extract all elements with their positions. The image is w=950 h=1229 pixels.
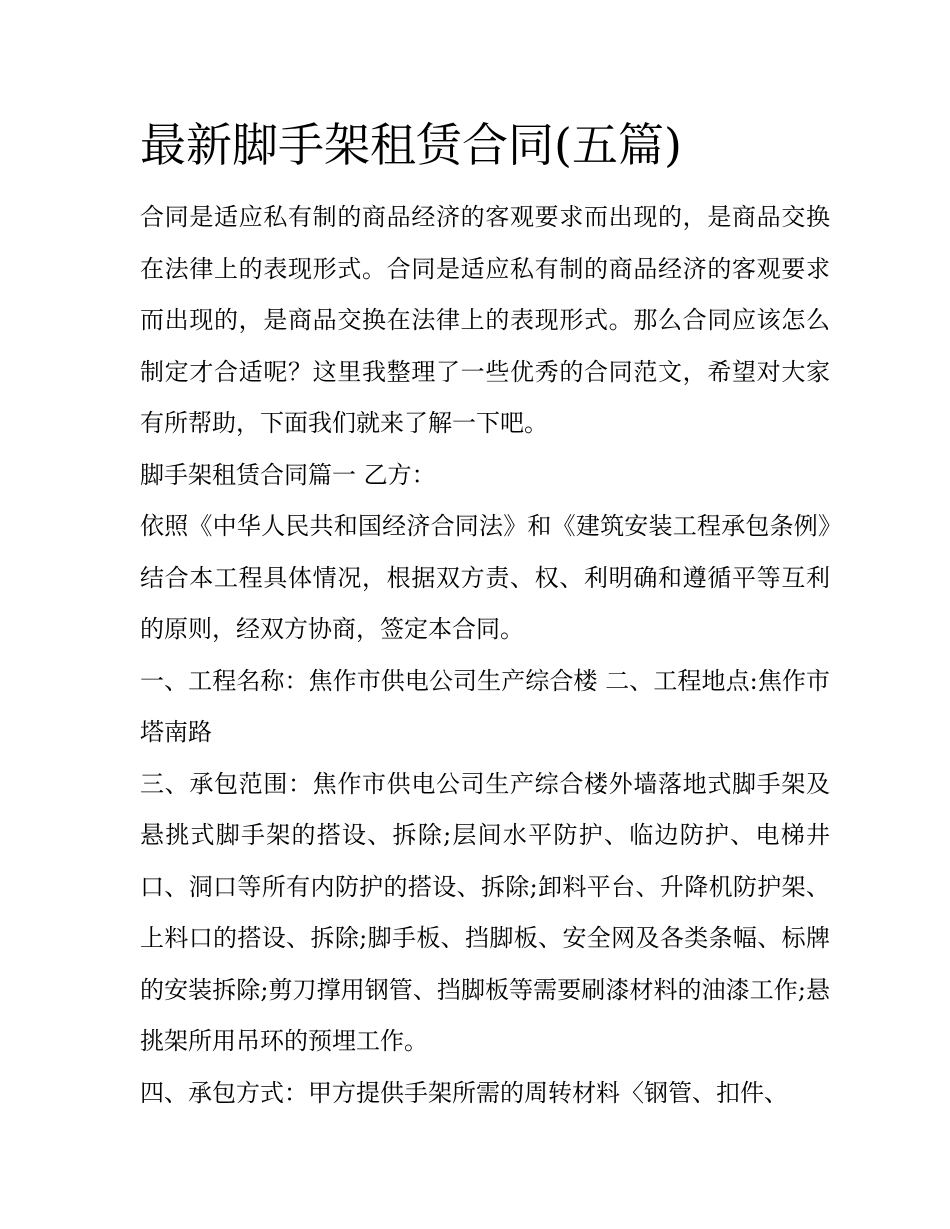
paragraph-contract-method: 四、承包方式：甲方提供手架所需的周转材料〈钢管、扣件、 (140, 1078, 788, 1107)
paragraph-project-name: 一、工程名称：焦作市供电公司生产综合楼 二、工程地点:焦作市塔南路 (140, 666, 830, 746)
document-title: 最新脚手架租赁合同(五篇) (140, 118, 682, 172)
paragraph-section-heading: 脚手架租赁合同篇一 乙方： (140, 460, 436, 489)
document-page (140, 112, 830, 1119)
paragraph-intro: 合同是适应私有制的商品经济的客观要求而出现的，是商品交换在法律上的表现形式。合同是适应私有制的商品经济的客观要求而出现的，是商品交换在法律上的表现形式。那么合同应该怎么制定才合适呢？这里我整理了一些优秀的合同范文，希望对大家有所帮助，下面我们就来了解一下吧。 (140, 203, 830, 437)
paragraph-legal-basis: 依照《中华人民共和国经济合同法》和《建筑安装工程承包条例》结合本工程具体情况，根据双方责、权、利明确和遵循平等互利的原则，经双方协商，签定本合同。 (140, 512, 830, 643)
paragraph-scope: 三、承包范围：焦作市供电公司生产综合楼外墙落地式脚手架及悬挑式脚手架的搭设、拆除;层间水平防护、临边防护、电梯井口、洞口等所有内防护的搭设、拆除;卸料平台、升降机防护架、上料口的搭设、拆除;脚手板、挡脚板、安全网及各类条幅、标牌的安装拆除;剪刀撑用钢管、挡脚板等需要刷漆材料的油漆工作;悬挑架所用吊环的预埋工作。 (140, 769, 830, 1055)
